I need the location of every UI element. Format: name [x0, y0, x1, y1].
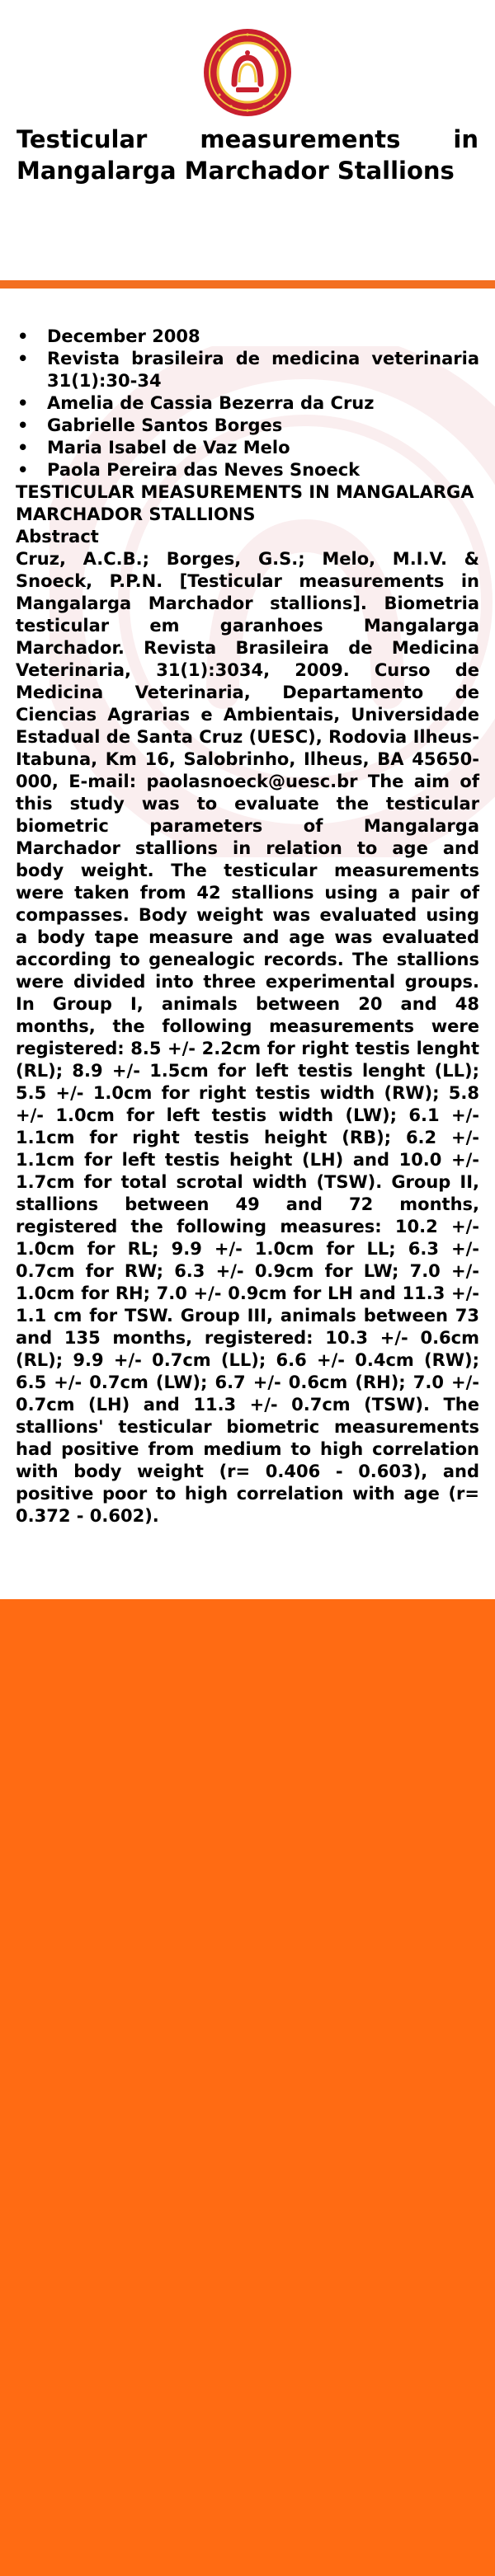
association-seal-logo — [203, 28, 292, 117]
article-text — [16, 326, 479, 1527]
meta-journal: • Revista brasileira de medicina veterinaria 31(1):30-34 — [16, 348, 479, 392]
meta-author-3: • Maria Isabel de Vaz Melo — [16, 437, 479, 459]
meta-author-2: • Gabrielle Santos Borges — [16, 415, 479, 437]
abstract-label: Abstract — [16, 527, 99, 547]
meta-date: • December 2008 — [16, 326, 479, 348]
meta-list — [16, 326, 479, 481]
orange-divider — [0, 280, 495, 289]
content-area — [0, 289, 495, 1599]
meta-author-1: • Amelia de Cassia Bezerra da Cruz — [16, 392, 479, 415]
meta-author-4: • Paola Pereira das Neves Snoeck — [16, 459, 479, 481]
page-title: Testicular measurements in Mangalarga Marchador Stallions — [16, 125, 478, 185]
header — [0, 0, 495, 280]
orange-footer — [0, 1599, 495, 2576]
article-heading: TESTICULAR MEASUREMENTS IN MANGALARGA MARCHADOR STALLIONS — [16, 482, 474, 524]
abstract-text: Cruz, A.C.B.; Borges, G.S.; Melo, M.I.V. & Snoeck, P.P.N. [Testicular measurements in Mangalarga Marchador stallions]. Biometria testicular em garanhoes Mangalarga Marchador. Revista Brasileira de Medicina Veterinaria, 31(1):3034, 2009. Curso de Medicina Veterinaria, Departamento de Ciencias Agrarias e Ambientais, Universidade Estadual de Santa Cruz (UESC), Rodovia Ilheus-Itabuna, Km 16, Salobrinho, Ilheus, BA 45650-000, E-mail: paolasnoeck@uesc.br The aim of this study was to evaluate the testicular biometric parameters of Mangalarga Marchador stallions in relation to age and body weight. The testicular measurements were taken from 42 stallions using a pair of compasses. Body weight was evaluated using a body tape measure and age was evaluated according to genealogic records. The stallions were divided into three experimental groups. In Group I, animals between 20 and 48 months, the following measurements were registered: 8.5 +/- 2.2cm for right testis lenght (RL); 8.9 +/- 1.5cm for left testis lenght (LL); 5.5 +/- 1.0cm for right testis width (RW); 5.8 +/- 1.0cm for left testis width (LW); 6.1 +/- 1.1cm for right testis height (RB); 6.2 +/- 1.1cm for left testis height (LH) and 10.0 +/- 1.7cm for total scrotal width (TSW). Group II, stallions between 49 and 72 months, registered the following measures: 10.2 +/- 1.0cm for RL; 9.9 +/- 1.0cm for LL; 6.3 +/- 0.7cm for RW; 6.3 +/- 0.9cm for LW; 7.0 +/- 1.0cm for RH; 7.0 +/- 0.9cm for LH and 11.3 +/- 1.1 cm for TSW. Group III, animals between 73 and 135 months, registered: 10.3 +/- 0.6cm (RL); 9.9 +/- 0.7cm (LL); 6.6 +/- 0.4cm (RW); 6.5 +/- 0.7cm (LW); 6.7 +/- 0.6cm (RH); 7.0 +/- 0.7cm (LH) and 11.3 +/- 0.7cm (TSW). The stallions' testicular biometric measurements had positive from medium to high correlation with body weight (r= 0.406 - 0.603), and positive poor to high correlation with age (r= 0.372 - 0.602). — [16, 549, 479, 1526]
